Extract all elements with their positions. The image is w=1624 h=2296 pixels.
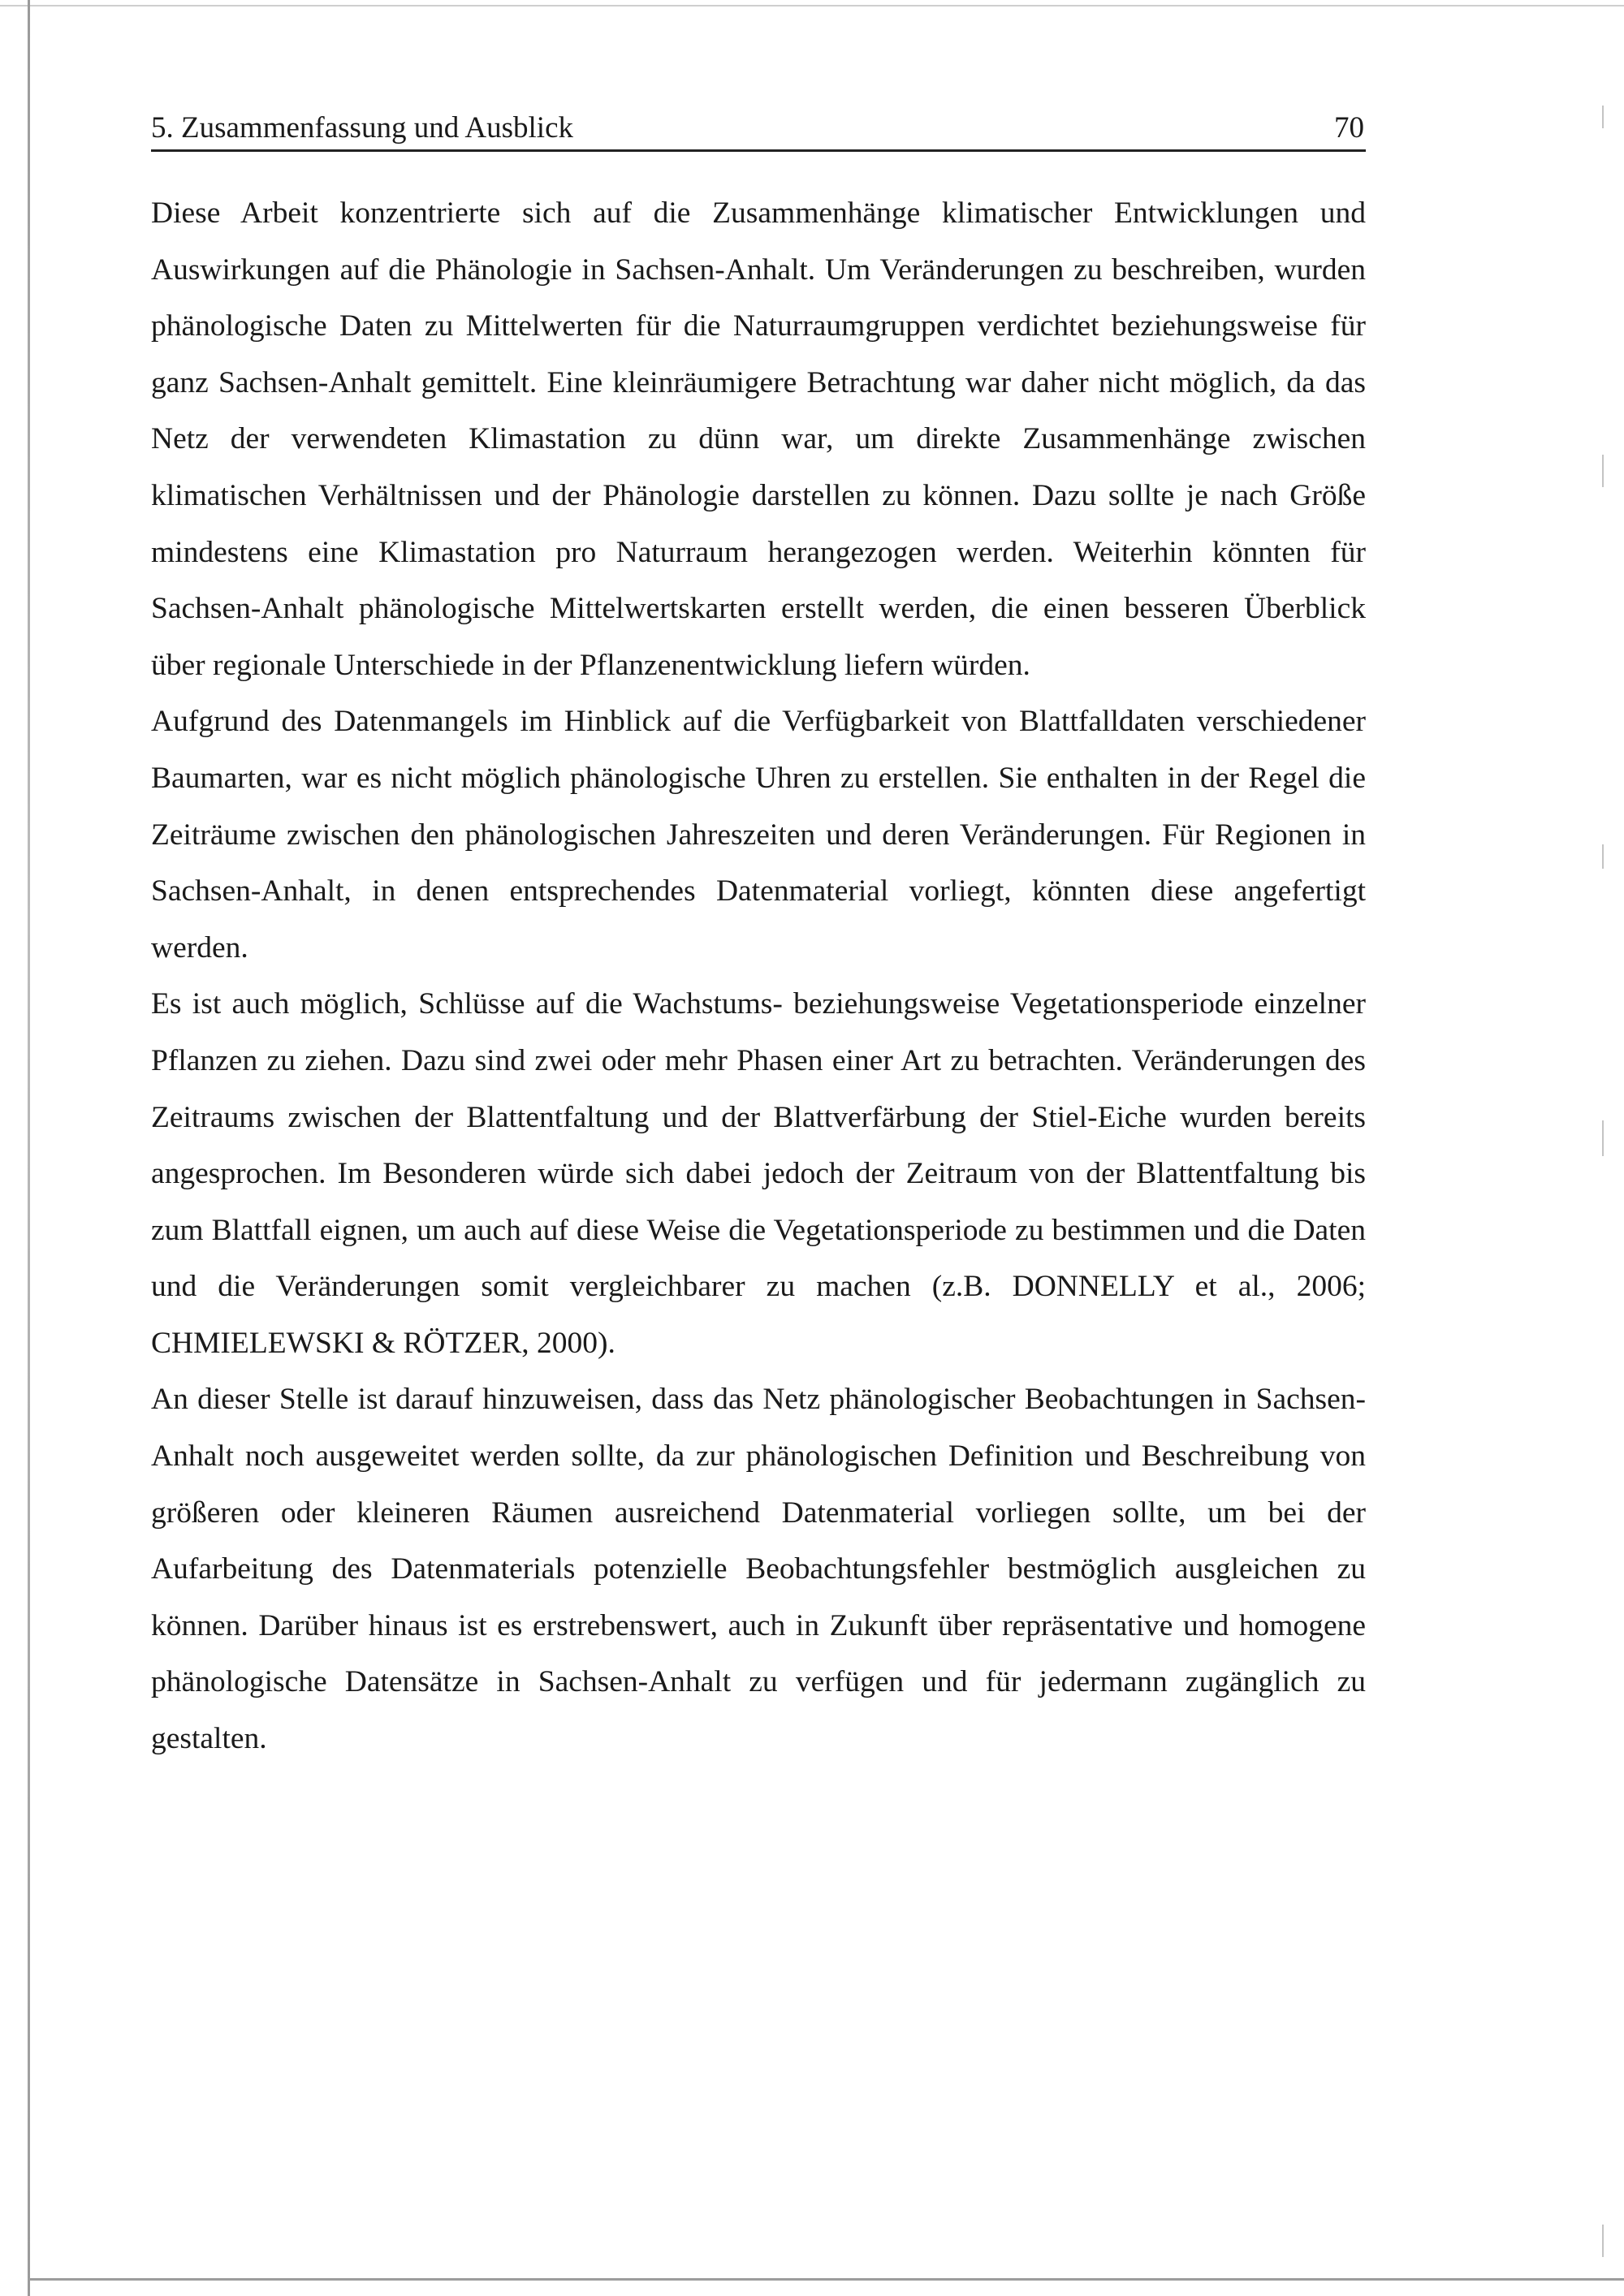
scan-border-left	[28, 0, 30, 2296]
scan-mark	[1602, 106, 1604, 128]
paragraph: Aufgrund des Datenmangels im Hinblick auf die Verfügbarkeit von Blattfalldaten verschiedener Baumarten, war es nicht möglich phänologische Uhren zu erstellen. Sie enthalten in der Regel die Zeiträume zwischen den phänologischen Jahreszeiten und deren Veränderungen. Für Regionen in Sachsen-Anhalt, in denen entsprechendes Datenmaterial vorliegt, könnten diese angefertigt werden.	[151, 705, 1366, 965]
chapter-title: 5. Zusammenfassung und Ausblick	[151, 111, 574, 145]
body-text	[151, 185, 1366, 1767]
scan-mark	[1602, 455, 1604, 487]
paragraph: Diese Arbeit konzentrierte sich auf die Zusammenhänge klimatischer Entwicklungen und Auswirkungen auf die Phänologie in Sachsen-Anhalt. Um Veränderungen zu beschreiben, wurden phänologische Daten zu Mittelwerten für die Naturraumgruppen verdichtet beziehungsweise für ganz Sachsen-Anhalt gemittelt. Eine kleinräumigere Betrachtung war daher nicht möglich, da das Netz der verwendeten Klimastation zu dünn war, um direkte Zusammenhänge zwischen klimatischen Verhältnissen und der Phänologie darstellen zu können. Dazu sollte je nach Größe mindestens eine Klimastation pro Naturraum herangezogen werden. Weiterhin könnten für Sachsen-Anhalt phänologische Mittelwertskarten erstellt werden, die einen besseren Überblick über regionale Unterschiede in der Pflanzenentwicklung liefern würden.	[151, 196, 1366, 682]
page-number: 70	[1334, 111, 1364, 145]
running-header	[151, 107, 1366, 152]
scan-mark	[1602, 844, 1604, 869]
paragraph: Es ist auch möglich, Schlüsse auf die Wachstums- beziehungsweise Vegetationsperiode einzelner Pflanzen zu ziehen. Dazu sind zwei oder mehr Phasen einer Art zu betrachten. Veränderungen des Zeitraums zwischen der Blattentfaltung und der Blattverfärbung der Stiel-Eiche wurden bereits angesprochen. Im Besonderen würde sich dabei jedoch der Zeitraum von der Blattentfaltung bis zum Blattfall eignen, um auch auf diese Weise die Vegetationsperiode zu bestimmen und die Daten und die Veränderungen somit vergleichbarer zu machen (z.B. DONNELLY et al., 2006; CHMIELEWSKI & RÖTZER, 2000).	[151, 987, 1366, 1360]
scan-mark	[1602, 1120, 1604, 1156]
scan-border-bottom	[28, 2278, 1624, 2281]
scan-border-top	[0, 5, 1624, 6]
scan-mark	[1602, 2225, 1604, 2257]
paragraph: An dieser Stelle ist darauf hinzuweisen, dass das Netz phänologischer Beobachtungen in Sachsen-Anhalt noch ausgeweitet werden sollte, da zur phänologischen Definition und Beschreibung von größeren oder kleineren Räumen ausreichend Datenmaterial vorliegen sollte, um bei der Aufarbeitung des Datenmaterials potenzielle Beobachtungsfehler bestmöglich ausgleichen zu können. Darüber hinaus ist es erstrebenswert, auch in Zukunft über repräsentative und homogene phänologische Datensätze in Sachsen-Anhalt zu verfügen und für jedermann zugänglich zu gestalten.	[151, 1383, 1366, 1756]
